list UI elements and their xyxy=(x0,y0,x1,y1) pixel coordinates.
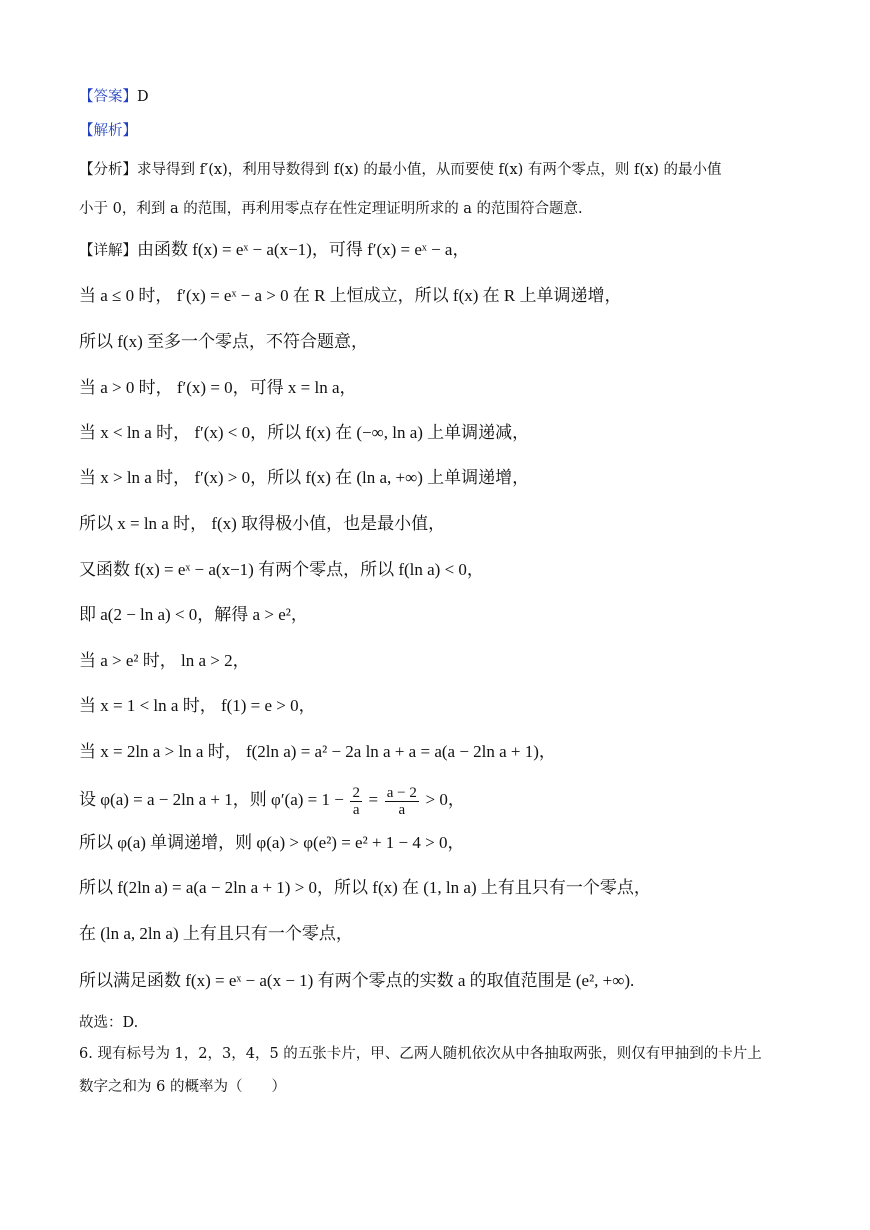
phi-fraction-2-den: a xyxy=(398,801,406,818)
answer-value: D xyxy=(137,89,149,105)
detail-line-0 xyxy=(79,239,800,262)
detail-line-3 xyxy=(79,377,800,400)
detail-after-text-3: 所以满足函数 f(x) = eˣ − a(x − 1) 有两个零点的实数 a 的取值范围是 (e², +∞). xyxy=(79,971,635,990)
fenxi-text-1: 求导得到 f′(x)，利用导数得到 f(x) 的最小值，从而要使 f(x) 有两个零点，则 f(x) 的最小值 xyxy=(137,162,722,178)
phi-suffix: > 0， xyxy=(425,790,465,809)
detail-text-11: 当 x = 2ln a > ln a 时， f(2ln a) = a² − 2a ln a + a = a(a − 2ln a + 1)， xyxy=(79,742,556,761)
question6-line-1 xyxy=(79,1043,800,1065)
fenxi-line-2 xyxy=(79,198,800,220)
detail-line-phi xyxy=(79,783,800,818)
detail-after-line-3 xyxy=(79,970,800,993)
detail-text-0: 由函数 f(x) = eˣ − a(x−1)，可得 f′(x) = eˣ − a， xyxy=(137,240,470,259)
question6-line-2 xyxy=(79,1076,800,1098)
detail-after-text-1: 所以 f(2ln a) = a(a − 2ln a + 1) > 0，所以 f(x) 在 (1, ln a) 上有且只有一个零点， xyxy=(79,878,651,897)
phi-equals: = xyxy=(368,790,379,809)
phi-prefix: 设 φ(a) = a − 2ln a + 1，则 φ′(a) = 1 − xyxy=(79,790,344,809)
phi-fraction-1-den: a xyxy=(352,801,360,818)
detail-line-9 xyxy=(79,650,800,673)
detail-line-2 xyxy=(79,331,800,354)
detail-after-text-4: 故选：D. xyxy=(79,1015,139,1031)
analysis-tag: 【解析】 xyxy=(79,123,137,139)
detail-text-8: 即 a(2 − ln a) < 0，解得 a > e²， xyxy=(79,605,308,624)
detail-text-9: 当 a > e² 时， ln a > 2， xyxy=(79,651,250,670)
detail-text-6: 所以 x = ln a 时， f(x) 取得极小值，也是最小值， xyxy=(79,514,446,533)
answer-line xyxy=(79,86,800,108)
phi-fraction-2 xyxy=(385,785,419,818)
detail-text-3: 当 a > 0 时， f′(x) = 0，可得 x = ln a， xyxy=(79,378,357,397)
detail-line-10 xyxy=(79,695,800,718)
detail-after-text-2: 在 (ln a, 2ln a) 上有且只有一个零点， xyxy=(79,924,353,943)
detail-line-7 xyxy=(79,559,800,582)
detail-line-5 xyxy=(79,467,800,490)
detail-text-4: 当 x < ln a 时， f′(x) < 0，所以 f(x) 在 (−∞, ln a) 上单调递减， xyxy=(79,423,530,442)
detail-line-6 xyxy=(79,513,800,536)
question6-text-1: 6. 现有标号为 1，2，3，4，5 的五张卡片，甲、乙两人随机依次从中各抽取两张，则仅有甲抽到的卡片上 xyxy=(79,1046,762,1062)
detail-text-1: 当 a ≤ 0 时， f′(x) = eˣ − a > 0 在 R 上恒成立，所以 f(x) 在 R 上单调递增， xyxy=(79,286,622,305)
detail-after-line-0 xyxy=(79,832,800,855)
phi-fraction-1-num: 2 xyxy=(352,784,360,801)
phi-fraction-1 xyxy=(350,785,362,818)
detail-text-5: 当 x > ln a 时， f′(x) > 0，所以 f(x) 在 (ln a, +∞) 上单调递增， xyxy=(79,468,530,487)
fenxi-line-1 xyxy=(79,159,800,181)
detail-line-4 xyxy=(79,422,800,445)
detail-text-7: 又函数 f(x) = eˣ − a(x−1) 有两个零点，所以 f(ln a) < 0， xyxy=(79,560,484,579)
detail-line-11 xyxy=(79,741,800,764)
detail-tag: 【详解】 xyxy=(79,243,137,259)
detail-line-8 xyxy=(79,604,800,627)
question6-text-2: 数字之和为 6 的概率为（ ） xyxy=(79,1079,286,1095)
detail-after-line-4 xyxy=(79,1012,800,1034)
fenxi-text-2: 小于 0，利到 a 的范围，再利用零点存在性定理证明所求的 a 的范围符合题意. xyxy=(79,201,583,217)
analysis-heading xyxy=(79,120,800,142)
phi-fraction-2-num: a − 2 xyxy=(386,784,417,801)
answer-tag: 【答案】 xyxy=(79,89,137,105)
detail-after-text-0: 所以 φ(a) 单调递增，则 φ(a) > φ(e²) = e² + 1 − 4 > 0， xyxy=(79,833,465,852)
detail-after-line-1 xyxy=(79,877,800,900)
detail-line-1 xyxy=(79,285,800,308)
detail-text-10: 当 x = 1 < ln a 时， f(1) = e > 0， xyxy=(79,696,316,715)
detail-text-2: 所以 f(x) 至多一个零点，不符合题意， xyxy=(79,332,368,351)
detail-after-line-2 xyxy=(79,923,800,946)
fenxi-tag: 【分析】 xyxy=(79,162,137,178)
